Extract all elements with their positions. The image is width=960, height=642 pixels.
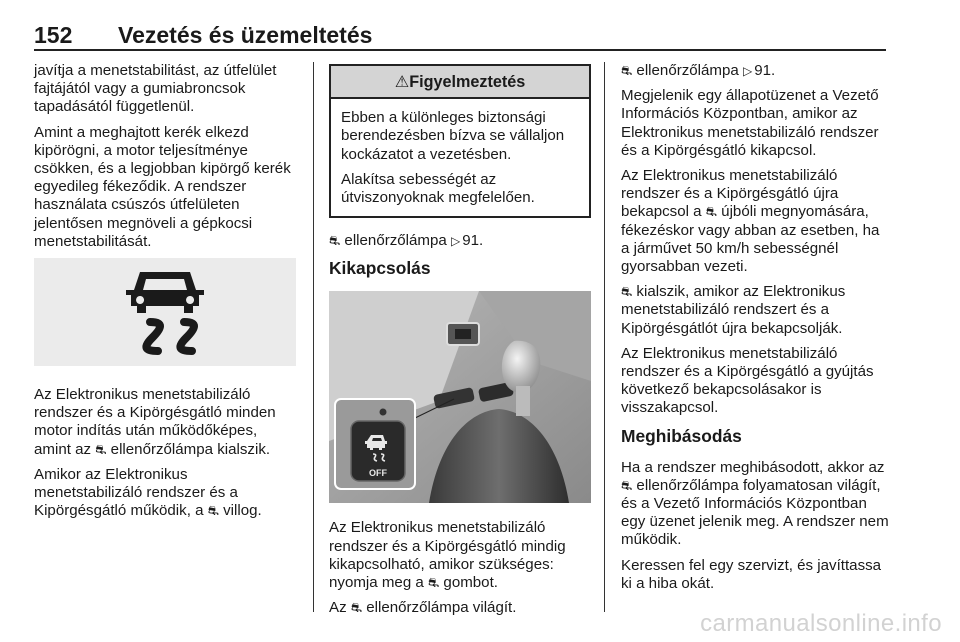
column-1 xyxy=(34,62,298,527)
skid-icon: ⛐ xyxy=(95,441,107,457)
paragraph: Az Elektronikus menetstabilizáló rendszer és a Kipörgésgátló mindig kikapcsolható, amikor szükséges: nyomja meg a ⛐ gombot. xyxy=(329,519,566,592)
warning-header: ⚠Figyelmeztetés xyxy=(331,66,589,99)
skid-off-icon: ⛐ xyxy=(428,575,440,591)
paragraph: Az Elektronikus menetstabilizáló rendszer és a Kipörgésgátló a gyújtás következő bekapcsolásakor is visszakapcsol. xyxy=(621,344,874,417)
paragraph: Az Elektronikus menetstabilizáló rendszer és a Kipörgésgátló újra bekapcsol a ⛐ újbóli megnyomására, fékezéskor vagy abban az esetben, ha a járművet 50 km/h sebességnél gyorsabban vezeti. xyxy=(621,167,880,276)
column-divider xyxy=(604,62,605,612)
warning-box xyxy=(329,64,591,218)
console-illustration xyxy=(329,291,591,503)
paragraph: Ha a rendszer meghibásodott, akkor az ⛐ ellenőrzőlámpa folyamatosan világít, és a Vezető Információs Központban egy üzenet jelenik meg. A rendszer nem működik. xyxy=(621,458,889,549)
column-2 xyxy=(329,62,591,624)
paragraph: Megjelenik egy állapotüzenet a Vezető Információs Központban, amikor az Elektronikus menetstabilizáló rendszer és a Kipörgésgátló kikapcsol. xyxy=(621,87,879,159)
skid-off-icon: ⛐ xyxy=(621,63,633,78)
paragraph: Keressen fel egy szervizt, és javíttassa ki a hiba okát. xyxy=(621,556,882,592)
paragraph: ⛐ ellenőrzőlámpa ▷ 91. xyxy=(621,62,776,79)
page-header xyxy=(34,18,886,50)
skid-off-icon: ⛐ xyxy=(705,204,717,220)
section-heading: Meghibásodás xyxy=(621,425,742,446)
skid-off-icon: ⛐ xyxy=(621,284,633,300)
skid-icon-figure xyxy=(34,258,296,366)
skid-icon: ⛐ xyxy=(621,477,633,493)
skid-icon: ⛐ xyxy=(329,233,341,249)
section-heading: Kikapcsolás xyxy=(329,258,431,279)
skid-icon: ⛐ xyxy=(207,503,219,519)
off-label: OFF xyxy=(369,468,387,479)
paragraph: Ebben a különleges biztonsági berendezésben bízva se vállaljon kockázatot a vezetésben. xyxy=(341,109,565,163)
page-reference-arrow-icon: ▷ xyxy=(742,64,753,78)
skid-off-icon: ⛐ xyxy=(350,600,363,616)
paragraph: Alakítsa sebességét az útviszonyoknak megfelelően. xyxy=(341,170,535,207)
console-photo xyxy=(329,291,591,503)
column-divider xyxy=(313,62,314,612)
paragraph: ⛐ ellenőrzőlámpa ▷ 91. xyxy=(329,232,484,250)
paragraph: Az ⛐ ellenőrzőlámpa világít. xyxy=(329,599,517,617)
paragraph: ⛐ kialszik, amikor az Elektronikus menetstabilizáló rendszert és a Kipörgésgátlót újra bekapcsolják. xyxy=(621,283,846,337)
watermark: carmanualsonline.info xyxy=(700,610,942,637)
warning-body xyxy=(331,99,589,216)
paragraph: javítja a menetstabilitást, az útfelület fajtájától vagy a gumiabroncsok tapadásától függetlenül. xyxy=(34,62,277,116)
page-title: Vezetés és üzemeltetés xyxy=(118,22,373,48)
paragraph: Amint a meghajtott kerék elkezd kipörögni, a motor teljesítménye csökken, és a legjobban kipörgő kerék egyedileg fékeződik. A rendszer használata csúszós útfelületen jelentősen megnöveli a gépkocsi menetstabilitását. xyxy=(34,123,291,250)
page-number: 152 xyxy=(34,22,73,48)
page-reference-arrow-icon: ▷ xyxy=(450,234,461,249)
paragraph: Az Elektronikus menetstabilizáló rendszer és a Kipörgésgátló minden motor indítás után működőképes, amint az ⛐ ellenőrzőlámpa kialszik. xyxy=(34,386,276,458)
column-3 xyxy=(621,62,889,600)
warning-triangle-icon: ⚠ xyxy=(394,73,410,91)
header-rule xyxy=(34,49,886,51)
paragraph: Amikor az Elektronikus menetstabilizáló rendszer és a Kipörgésgátló működik, a ⛐ villog. xyxy=(34,465,262,520)
skid-car-icon xyxy=(34,258,296,366)
